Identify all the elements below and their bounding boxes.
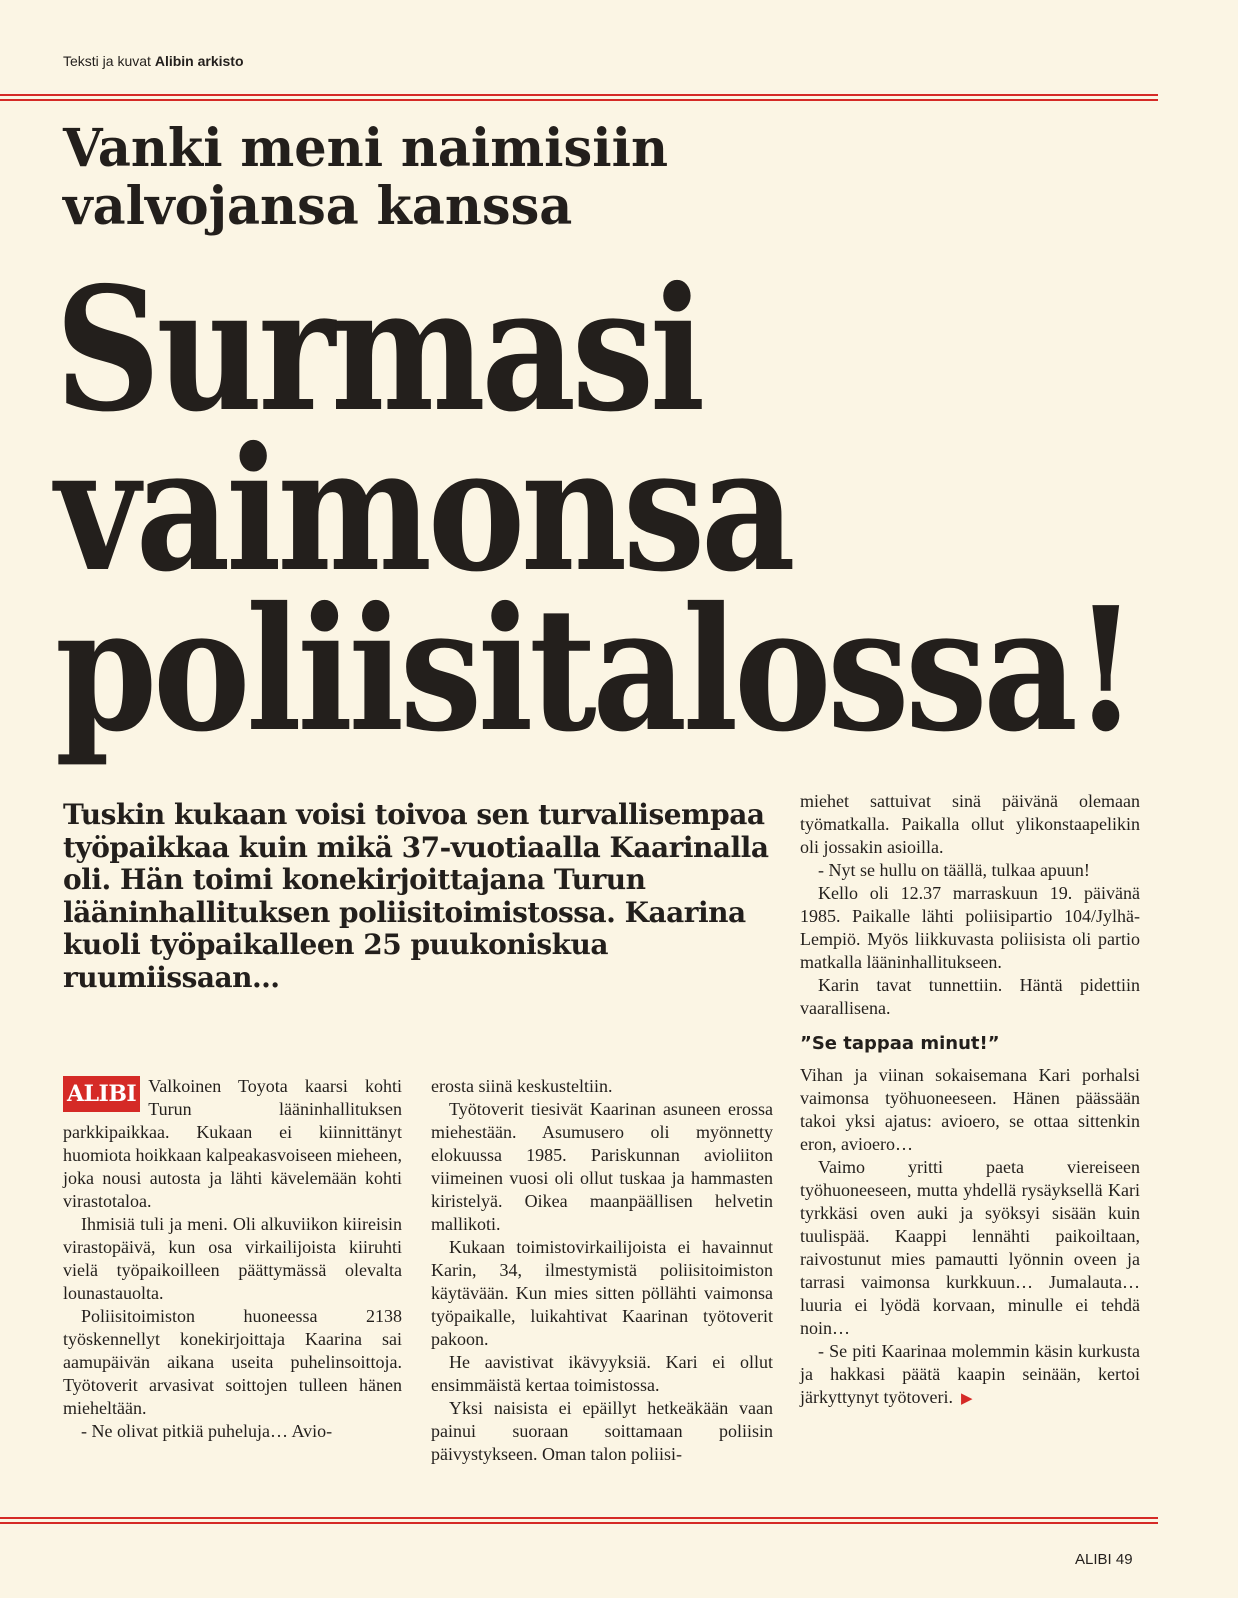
- paragraph: Karin tavat tunnettiin. Häntä pidettiin vaarallisena.: [800, 975, 1140, 1018]
- page-number: ALIBI 49: [1075, 1551, 1133, 1568]
- alibi-logo: ALIBI: [63, 1076, 140, 1112]
- paragraph-text: - Se piti Kaarinaa molemmin käsin kurkusta ja hakkasi päätä kaapin seinään, kertoi järkyttynyt työtoveri.: [800, 1341, 1140, 1407]
- paragraph: - Nyt se hullu on täällä, tulkaa apuun!: [818, 860, 1090, 880]
- paragraph: Työtoverit tiesivät Kaarinan asuneen erossa miehestään. Asumusero oli myönnetty elokuussa 1985. Pariskunnan avioliiton viimeinen vuosi oli ollut tuskaa ja hammasten kiristelyä. Oikea maanpäällisen helvetin mallikoti.: [431, 1099, 773, 1234]
- column-1: [63, 1075, 402, 1443]
- paragraph: Valkoinen Toyota kaarsi kohti Turun lääninhallituksen parkkipaikkaa. Kukaan ei kiinnittänyt huomiota hoikkaan kalpeakasvoiseen mieheen, joka nousi autosta ja lähti kävelemään kohti virastotaloa.: [63, 1076, 402, 1211]
- paragraph: [800, 1340, 1140, 1411]
- paragraph: erosta siinä keskusteltiin.: [431, 1076, 613, 1096]
- headline: [55, 250, 1134, 770]
- kicker-line: Vanki meni naimisiin: [63, 118, 669, 179]
- byline-prefix: Teksti ja kuvat: [63, 53, 151, 69]
- column-2: [431, 1075, 773, 1466]
- subheading: ”Se tappaa minut!”: [800, 1033, 1000, 1054]
- top-rule: [0, 94, 1158, 101]
- headline-line: Surmasi: [55, 250, 702, 450]
- paragraph: miehet sattuivat sinä päivänä olemaan työmatkalla. Paikalla ollut ylikonstaapelikin oli jossakin asioilla.: [800, 791, 1140, 857]
- byline: [63, 53, 244, 69]
- kicker: [63, 120, 1043, 236]
- paragraph: Ihmisiä tuli ja meni. Oli alkuviikon kiireisin virastopäivä, kun osa virkailijoista kiiruhti vielä työpaikoilleen päättymässä olevalta lounastauolta.: [63, 1214, 402, 1303]
- paragraph: Yksi naisista ei epäillyt hetkeäkään vaan painui suoraan soittamaan poliisin päivystykseen. Oman talon poliisi-: [431, 1398, 773, 1464]
- paragraph: Poliisitoimiston huoneessa 2138 työskennellyt konekirjoittaja Kaarina sai aamupäivän aikana useita puhelinsoittoja. Työtoverit arvasivat soittojen tulleen hänen mieheltään.: [63, 1306, 402, 1418]
- paragraph: He aavistivat ikävyyksiä. Kari ei ollut ensimmäistä kertaa toimistossa.: [431, 1352, 773, 1395]
- paragraph: Vaimo yritti paeta viereiseen työhuoneeseen, mutta yhdellä rysäyksellä Kari tyrkkäsi oven auki ja syöksyi sisään kuin tuulispää. Kaappi lennähti paikoiltaan, raivostunut mies pamautti lyönnin oveen ja tarrasi vaimonsa kurkkuun… Jumalauta… luuria ei lyödä korvaan, minulle ei tehdä noin…: [800, 1157, 1140, 1338]
- headline-line: vaimonsa: [55, 410, 792, 610]
- lead-paragraph: Tuskin kukaan voisi toivoa sen turvallisempaa työpaikkaa kuin mikä 37-vuotiaalla Kaarinalla oli. Hän toimi konekirjoittajana Turun lääninhallituksen poliisitoimistossa. Kaarina kuoli työpaikalleen 25 puukoniskua ruumiissaan…: [63, 798, 769, 994]
- paragraph: Vihan ja viinan sokaisemana Kari porhalsi vaimonsa työhuoneeseen. Hänen päässään takoi yksi ajatus: avioero, se ottaa sittenkin eron, avioero…: [800, 1065, 1140, 1154]
- byline-source: Alibin arkisto: [154, 53, 244, 69]
- end-mark-icon: ▶: [960, 1391, 973, 1407]
- kicker-line: valvojansa kanssa: [63, 176, 573, 237]
- bottom-rule: [0, 1517, 1158, 1524]
- paragraph: Kukaan toimistovirkailijoista ei havainnut Karin, 34, ilmestymistä poliisitoimiston käytävään. Kun mies sitten pöllähti vaimonsa työpaikalle, luikahtivat Kaarinan työtoverit pakoon.: [431, 1237, 773, 1349]
- paragraph: - Ne olivat pitkiä puheluja… Avio-: [81, 1421, 333, 1441]
- column-3: [800, 790, 1140, 1411]
- headline-line: poliisitalossa!: [55, 570, 1134, 770]
- paragraph: Kello oli 12.37 marraskuun 19. päivänä 1985. Paikalle lähti poliisipartio 104/Jylhä-Lempiö. Myös liikkuvasta poliisista oli partio matkalla lääninhallitukseen.: [800, 883, 1140, 972]
